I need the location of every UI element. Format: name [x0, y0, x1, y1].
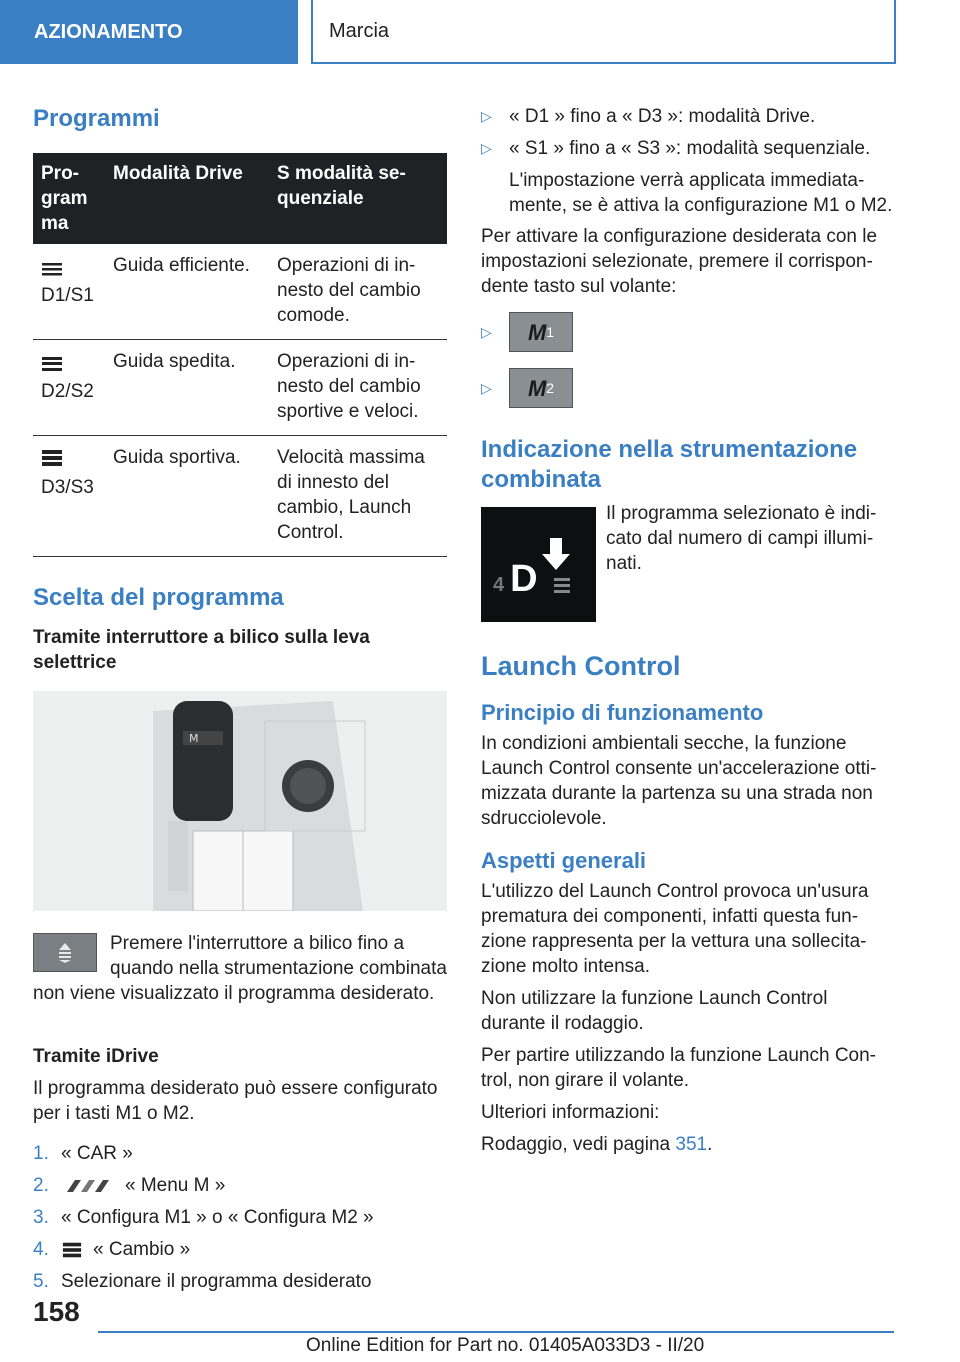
- footer-edition: Online Edition for Part no. 01405A033D3 - II/20: [306, 1335, 705, 1356]
- chapter-header: [311, 0, 896, 64]
- svg-text:M: M: [189, 732, 199, 745]
- seq-cell: Operazioni di in-nesto del cambio comode.: [269, 244, 447, 340]
- bilico-paragraph: [33, 931, 447, 1006]
- table-row: [33, 340, 447, 436]
- program-level-3-icon: [41, 447, 63, 469]
- m2-button-icon: [509, 368, 573, 408]
- gear-selector-illustration: [33, 691, 447, 911]
- m2-letter: M: [527, 375, 547, 401]
- program-cell: [33, 436, 105, 557]
- step-text: « CAR »: [61, 1143, 133, 1164]
- bullet-text: « D1 » fino a « D3 »: modalità Drive.: [509, 106, 816, 127]
- rocker-switch-icon: [33, 933, 97, 972]
- program-cell: [33, 340, 105, 436]
- table-row: [33, 244, 447, 340]
- indicazione-title: Indicazione nella strumentazione combinata: [481, 436, 858, 493]
- triangle-bullet-icon: ▷: [481, 140, 492, 156]
- list-item: [33, 1269, 447, 1301]
- triangle-bullet-icon: ▷: [481, 323, 492, 340]
- ulteriori-text: Ulteriori informazioni:: [481, 1102, 660, 1123]
- left-column: [33, 104, 447, 1301]
- list-item: [481, 365, 896, 411]
- list-item: [481, 309, 896, 355]
- gearbox-bars-icon: [61, 1240, 83, 1260]
- right-column: [481, 104, 896, 1157]
- step-number: 4.: [33, 1239, 49, 1260]
- rodaggio-reference: [481, 1132, 896, 1157]
- chapter-label: Marcia: [329, 19, 390, 42]
- rodaggio-page-link[interactable]: 351: [675, 1134, 708, 1155]
- rodaggio-dot: .: [707, 1134, 713, 1155]
- program-cell: [33, 244, 105, 340]
- list-item: [33, 1237, 447, 1269]
- volante-text: Per partire utilizzando la funzione Launch Con-trol, non girare il volante.: [481, 1045, 877, 1091]
- aspetti-title: Aspetti generali: [481, 848, 647, 873]
- seq-cell: Operazioni di in-nesto del cambio sportive e veloci.: [269, 340, 447, 436]
- drive-cell: Guida sportiva.: [105, 436, 269, 557]
- bilico-title: Tramite interruttore a bilico sulla leva selettrice: [33, 627, 370, 673]
- list-item: [481, 136, 896, 168]
- triangle-bullet-icon: ▷: [481, 379, 492, 396]
- program-code: D1/S1: [41, 285, 94, 306]
- step-text: « Cambio »: [93, 1239, 191, 1260]
- seq-cell: Velocità massima di innesto del cambio, Launch Control.: [269, 436, 447, 557]
- list-item: [481, 104, 896, 136]
- list-item: [33, 1141, 447, 1173]
- indicazione-block: [481, 501, 896, 619]
- m1-sup: 1: [546, 323, 555, 340]
- step-text: « Menu M »: [125, 1175, 226, 1196]
- shift-down-arrow-icon: [540, 538, 576, 598]
- list-item: [33, 1173, 447, 1205]
- idrive-text: Il programma desiderato può essere configurato per i tasti M1 o M2.: [33, 1078, 438, 1124]
- header-sequenziale: S modalità se-quenziale: [269, 153, 447, 244]
- step-number: 5.: [33, 1271, 49, 1292]
- program-level-2-icon: [41, 351, 63, 373]
- m1-button-icon: [509, 312, 573, 352]
- m2-sup: 2: [546, 379, 555, 396]
- display-number: 4: [493, 574, 505, 596]
- selector-lever-photo: [33, 691, 447, 911]
- header-programma: Pro-gram ma: [33, 153, 105, 244]
- step-number: 2.: [33, 1175, 49, 1196]
- rodaggio-text: Non utilizzare la funzione Launch Control durante il rodaggio.: [481, 988, 828, 1034]
- impostazione-text: L'impostazione verrà applicata immediata-mente, se è attiva la configurazione M1 o M2.: [509, 170, 893, 216]
- triangle-bullet-icon: ▷: [481, 108, 492, 124]
- cluster-display-image: [481, 507, 596, 622]
- launch-control-title: Launch Control: [481, 651, 681, 681]
- attivare-text: Per attivare la configurazione desiderata con le impostazioni selezionate, premere il corrispon-dente tasto sul volante:: [481, 226, 878, 297]
- program-code: D3/S3: [41, 477, 94, 498]
- program-code: D2/S2: [41, 381, 94, 402]
- programmi-title: Programmi: [33, 105, 160, 132]
- program-table: [33, 153, 447, 557]
- step-text: Selezionare il programma desiderato: [61, 1271, 372, 1292]
- page-number: 158: [33, 1296, 80, 1327]
- principio-text: In condizioni ambientali secche, la funzione Launch Control consente un'accelerazione otti-mizzata durante la partenza su una strada non sdrucciolevole.: [481, 733, 877, 829]
- steps-list: [33, 1141, 447, 1301]
- footer-divider: [98, 1331, 894, 1333]
- scelta-title: Scelta del programma: [33, 584, 284, 611]
- section-label: AZIONAMENTO: [34, 20, 183, 43]
- table-row: [33, 436, 447, 557]
- principio-title: Principio di funzionamento: [481, 700, 764, 725]
- display-letter: D: [510, 558, 538, 600]
- drive-cell: Guida efficiente.: [105, 244, 269, 340]
- step-number: 1.: [33, 1143, 49, 1164]
- table-header-row: [33, 153, 447, 244]
- bilico-text: Premere l'interruttore a bilico fino a quando nella strumentazione combinata non viene visualizzato il programma desiderato.: [33, 933, 447, 1004]
- drive-cell: Guida spedita.: [105, 340, 269, 436]
- bullet-text: « S1 » fino a « S3 »: modalità sequenziale.: [509, 138, 871, 159]
- m-stripes-icon: [61, 1179, 117, 1193]
- indicazione-text: Il programma selezionato è indi-cato dal numero di campi illumi-nati.: [606, 503, 877, 574]
- m1-letter: M: [527, 319, 547, 345]
- rodaggio-ref-text: Rodaggio, vedi pagina: [481, 1134, 671, 1155]
- section-tab: [0, 0, 298, 64]
- header-drive: Modalità Drive: [105, 153, 269, 244]
- aspetti-text: L'utilizzo del Launch Control provoca un'usura prematura dei componenti, infatti questa fun-zione rappresenta per la vettura una sollecita-zione molto intensa.: [481, 881, 869, 977]
- list-item: [33, 1205, 447, 1237]
- program-level-1-icon: [41, 255, 63, 277]
- step-text: « Configura M1 » o « Configura M2 »: [61, 1207, 374, 1228]
- step-number: 3.: [33, 1207, 49, 1228]
- idrive-title: Tramite iDrive: [33, 1046, 159, 1067]
